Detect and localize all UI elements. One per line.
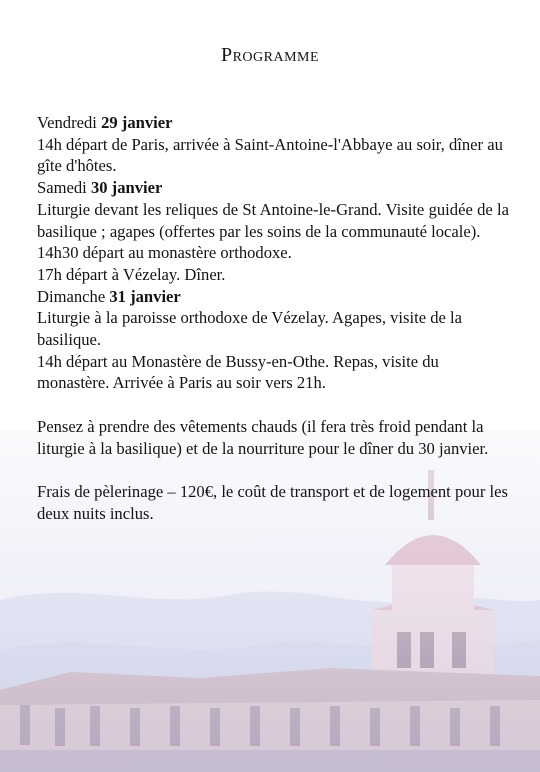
day-date: 30 janvier xyxy=(90,178,163,198)
day-heading xyxy=(37,286,509,308)
day-section-saturday xyxy=(37,177,509,286)
day-name: Samedi xyxy=(37,178,87,198)
day-date: 29 janvier xyxy=(101,113,173,132)
day-name: Vendredi xyxy=(37,113,97,132)
page-title: Programme xyxy=(220,44,320,66)
schedule-paragraph: 14h départ de Paris, arrivée à Saint-Antoine-l'Abbaye au soir, dîner au gîte d'hôtes. xyxy=(37,134,503,176)
program-body xyxy=(37,112,509,524)
schedule-paragraph: 14h départ au Monastère de Bussy-en-Othe. Repas, visite du monastère. Arrivée à Paris au soir vers 21h. xyxy=(37,351,439,393)
day-date: 31 janvier xyxy=(109,286,181,306)
day-heading xyxy=(37,112,509,134)
note-paragraph-clothing: Pensez à prendre des vêtements chauds (il fera très froid pendant la liturgie à la basilique) et de la nourriture pour le dîner du 30 janvier. xyxy=(37,416,489,458)
day-section-sunday xyxy=(37,286,509,395)
spacer xyxy=(37,394,509,416)
schedule-paragraph: 14h30 départ au monastère orthodoxe. xyxy=(37,243,292,263)
day-name: Dimanche xyxy=(37,286,106,306)
schedule-paragraph: Liturgie à la paroisse orthodoxe de Vézelay. Agapes, visite de la basilique. xyxy=(37,308,463,350)
schedule-paragraph: 17h départ à Vézelay. Dîner. xyxy=(37,264,226,284)
day-heading xyxy=(37,177,509,199)
spacer xyxy=(37,459,509,481)
note-paragraph-fees: Frais de pèlerinage – 120€, le coût de transport et de logement pour les deux nuits inclus. xyxy=(37,481,508,523)
schedule-paragraph: Liturgie devant les reliques de St Antoine-le-Grand. Visite guidée de la basilique ; agapes (offertes par les soins de la communauté locale). xyxy=(37,199,509,241)
day-section-friday xyxy=(37,112,509,177)
